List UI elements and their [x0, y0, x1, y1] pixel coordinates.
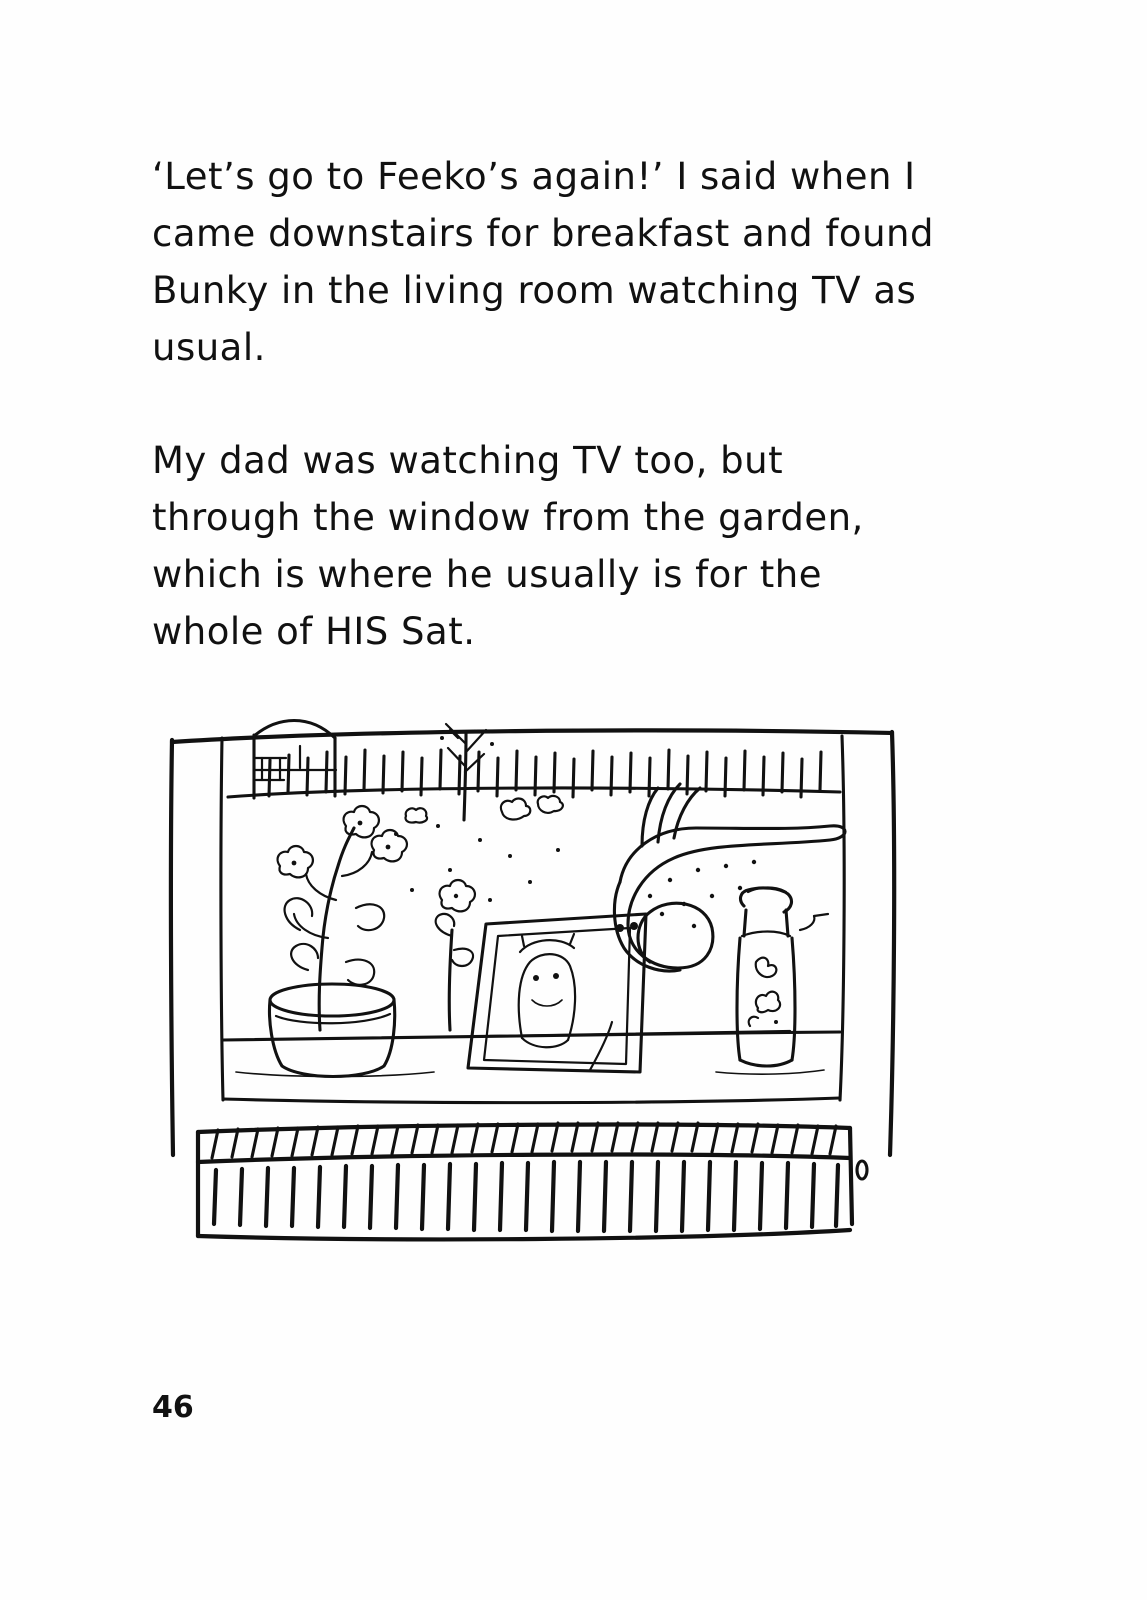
sill-shadow [716, 1070, 824, 1074]
small-flower [436, 880, 475, 1030]
garden-shed [254, 721, 336, 799]
bushes [394, 796, 563, 902]
paragraph-two [152, 432, 942, 660]
paragraph-one [152, 148, 942, 376]
window-sill [223, 1031, 840, 1040]
paragraph-one-text: ‘Let’s go to Feeko’s again!’ I said when I came downstairs for breakfast and found Bunky in the living room watching TV as usual. [152, 155, 934, 369]
flower-head-left [278, 846, 313, 877]
bare-tree [440, 724, 494, 820]
radiator-fins [214, 1162, 838, 1231]
page-number: 46 [152, 1390, 194, 1425]
illustration [150, 700, 950, 1280]
flower-head-top [344, 806, 379, 837]
dog-head [614, 784, 845, 971]
radiator [198, 1123, 867, 1239]
leaf-cluster [285, 898, 385, 985]
plant-pot [270, 984, 395, 1077]
portrait-figure [519, 934, 575, 1047]
tall-jar [737, 888, 828, 1067]
paragraph-two-text: My dad was watching TV too, but through the window from the garden, which is where he usually is for the whole of HIS Sat. [152, 439, 864, 653]
flower-head-right [372, 830, 407, 861]
